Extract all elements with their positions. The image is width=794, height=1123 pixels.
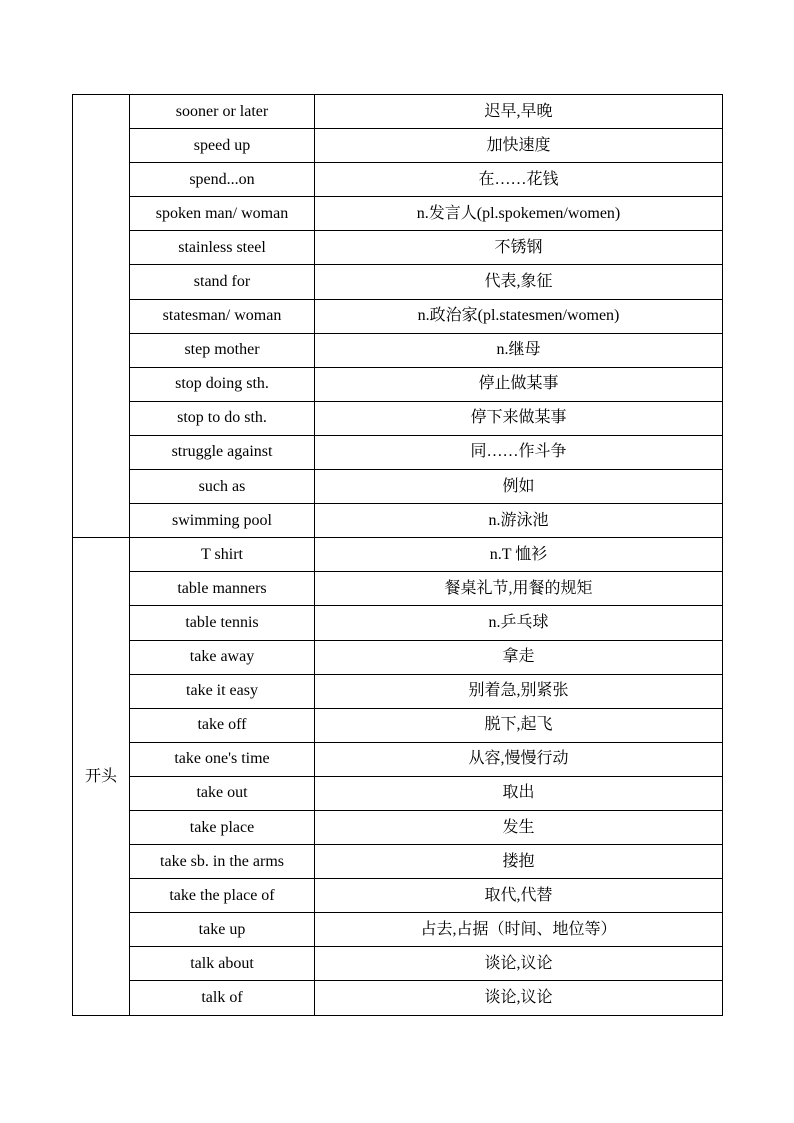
meaning-cell: n.政治家(pl.statesmen/women) [315,299,723,333]
table-row [73,435,723,469]
phrase-cell: take out [130,776,315,810]
table-row [73,197,723,231]
vocabulary-table-body [73,95,723,1016]
meaning-cell: 在……花钱 [315,163,723,197]
phrase-cell: spoken man/ woman [130,197,315,231]
phrase-cell: stop to do sth. [130,401,315,435]
table-row [73,708,723,742]
meaning-cell: 例如 [315,470,723,504]
phrase-cell: table manners [130,572,315,606]
meaning-cell: n.T 恤衫 [315,538,723,572]
phrase-cell: such as [130,470,315,504]
table-row [73,606,723,640]
meaning-cell: 别着急,别紧张 [315,674,723,708]
table-row [73,95,723,129]
meaning-cell: n.继母 [315,333,723,367]
meaning-cell: n.发言人(pl.spokemen/women) [315,197,723,231]
table-row [73,470,723,504]
table-row [73,299,723,333]
phrase-cell: take sb. in the arms [130,845,315,879]
table-row [73,504,723,538]
phrase-cell: spend...on [130,163,315,197]
phrase-cell: take one's time [130,742,315,776]
phrase-cell: talk about [130,947,315,981]
phrase-cell: take up [130,913,315,947]
meaning-cell: n.乒乓球 [315,606,723,640]
table-row [73,572,723,606]
phrase-cell: take place [130,810,315,844]
table-row [73,947,723,981]
meaning-cell: 迟早,早晚 [315,95,723,129]
phrase-cell: statesman/ woman [130,299,315,333]
table-row [73,367,723,401]
table-row [73,538,723,572]
phrase-cell: T shirt [130,538,315,572]
table-row [73,674,723,708]
phrase-cell: step mother [130,333,315,367]
meaning-cell: 占去,占据（时间、地位等） [315,913,723,947]
meaning-cell: 加快速度 [315,129,723,163]
group-label-cell [73,95,130,538]
table-row [73,265,723,299]
meaning-cell: 停下来做某事 [315,401,723,435]
phrase-cell: swimming pool [130,504,315,538]
meaning-cell: 谈论,议论 [315,981,723,1015]
phrase-cell: struggle against [130,435,315,469]
meaning-cell: 餐桌礼节,用餐的规矩 [315,572,723,606]
phrase-cell: take away [130,640,315,674]
meaning-cell: 停止做某事 [315,367,723,401]
meaning-cell: n.游泳池 [315,504,723,538]
vocabulary-table [72,94,723,1016]
meaning-cell: 取出 [315,776,723,810]
meaning-cell: 搂抱 [315,845,723,879]
table-row [73,640,723,674]
phrase-cell: stainless steel [130,231,315,265]
meaning-cell: 发生 [315,810,723,844]
meaning-cell: 谈论,议论 [315,947,723,981]
table-row [73,776,723,810]
table-row [73,163,723,197]
table-row [73,913,723,947]
phrase-cell: take the place of [130,879,315,913]
table-row [73,879,723,913]
meaning-cell: 脱下,起飞 [315,708,723,742]
table-row [73,401,723,435]
table-row [73,231,723,265]
phrase-cell: take off [130,708,315,742]
meaning-cell: 取代,代替 [315,879,723,913]
phrase-cell: speed up [130,129,315,163]
table-row [73,981,723,1015]
phrase-cell: stop doing sth. [130,367,315,401]
phrase-cell: stand for [130,265,315,299]
table-row [73,810,723,844]
phrase-cell: talk of [130,981,315,1015]
meaning-cell: 不锈钢 [315,231,723,265]
meaning-cell: 代表,象征 [315,265,723,299]
phrase-cell: take it easy [130,674,315,708]
table-row [73,742,723,776]
group-label-cell: 开头 [73,538,130,1015]
phrase-cell: table tennis [130,606,315,640]
table-row [73,845,723,879]
table-row [73,129,723,163]
table-row [73,333,723,367]
phrase-cell: sooner or later [130,95,315,129]
meaning-cell: 从容,慢慢行动 [315,742,723,776]
meaning-cell: 拿走 [315,640,723,674]
meaning-cell: 同……作斗争 [315,435,723,469]
